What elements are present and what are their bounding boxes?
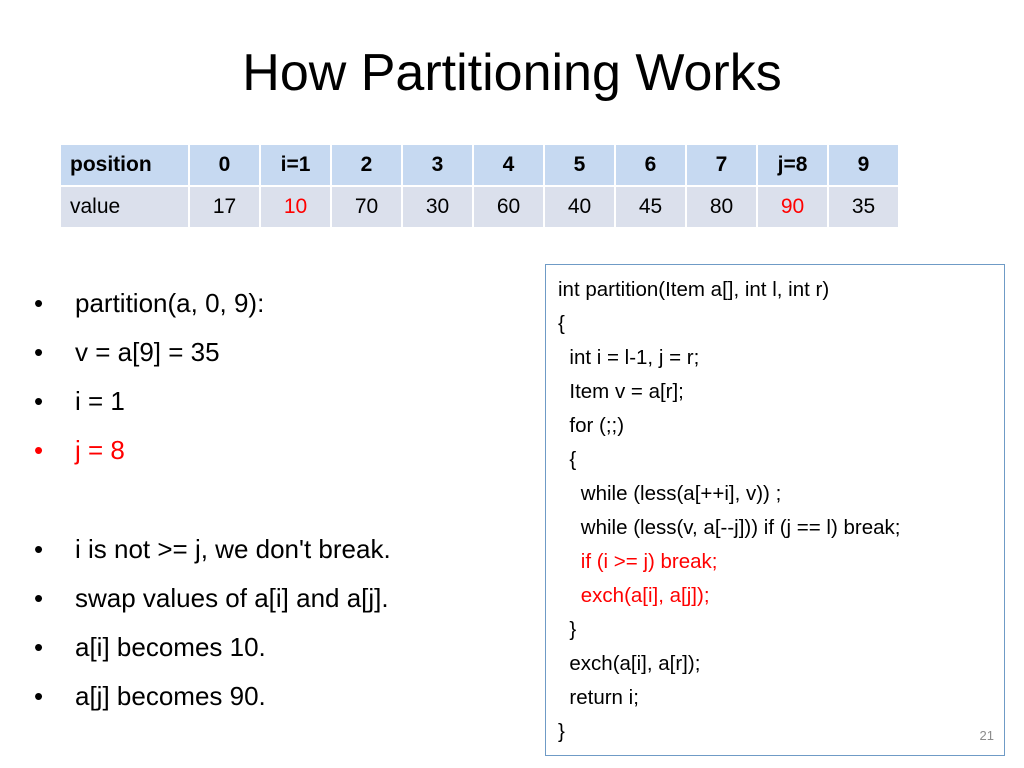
position-cell: 7 <box>686 144 757 186</box>
value-cell: 35 <box>828 186 899 228</box>
code-line: Item v = a[r]; <box>558 380 684 403</box>
position-cell: 4 <box>473 144 544 186</box>
bullet-item: • partition(a, 0, 9): <box>34 279 391 328</box>
value-cell: 80 <box>686 186 757 228</box>
position-cell: 3 <box>402 144 473 186</box>
array-table <box>59 143 900 229</box>
slide-number: 21 <box>979 728 994 743</box>
code-box <box>545 264 1005 756</box>
bullet-item: • i = 1 <box>34 377 391 426</box>
value-cell: 60 <box>473 186 544 228</box>
code-line: return i; <box>558 686 639 709</box>
value-cell: 40 <box>544 186 615 228</box>
position-header: position <box>60 144 189 186</box>
position-cell: 0 <box>189 144 260 186</box>
bullet-item: • j = 8 <box>34 426 391 475</box>
code-line: for (;;) <box>558 414 625 437</box>
value-cell: 90 <box>757 186 828 228</box>
position-cell: i=1 <box>260 144 331 186</box>
value-cell: 70 <box>331 186 402 228</box>
position-cell: j=8 <box>757 144 828 186</box>
code-line: { <box>558 312 565 335</box>
code-line: int partition(Item a[], int l, int r) <box>558 278 830 301</box>
bullet-spacer <box>34 475 391 525</box>
position-cell: 9 <box>828 144 899 186</box>
code-line: } <box>558 618 577 641</box>
code-line: while (less(v, a[--j])) if (j == l) break; <box>558 516 901 539</box>
position-cell: 6 <box>615 144 686 186</box>
code-line: while (less(a[++i], v)) ; <box>558 482 782 505</box>
code-line: exch(a[i], a[r]); <box>558 652 701 675</box>
code-line: exch(a[i], a[j]); <box>558 584 710 607</box>
position-cell: 2 <box>331 144 402 186</box>
bullet-item: • swap values of a[i] and a[j]. <box>34 574 391 623</box>
code-line: int i = l-1, j = r; <box>558 346 700 369</box>
bullet-item: • i is not >= j, we don't break. <box>34 525 391 574</box>
code-line: if (i >= j) break; <box>558 550 718 573</box>
bullet-item: • a[i] becomes 10. <box>34 623 391 672</box>
bullet-item: • a[j] becomes 90. <box>34 672 391 721</box>
value-cell: 45 <box>615 186 686 228</box>
code-line: } <box>558 720 565 743</box>
value-header: value <box>60 186 189 228</box>
value-cell: 17 <box>189 186 260 228</box>
position-cell: 5 <box>544 144 615 186</box>
explanation-bullets <box>34 279 391 721</box>
position-row <box>60 144 899 186</box>
bullet-item: • v = a[9] = 35 <box>34 328 391 377</box>
code-line: { <box>558 448 577 471</box>
slide-title: How Partitioning Works <box>242 44 782 102</box>
value-row <box>60 186 899 228</box>
value-cell: 10 <box>260 186 331 228</box>
value-cell: 30 <box>402 186 473 228</box>
